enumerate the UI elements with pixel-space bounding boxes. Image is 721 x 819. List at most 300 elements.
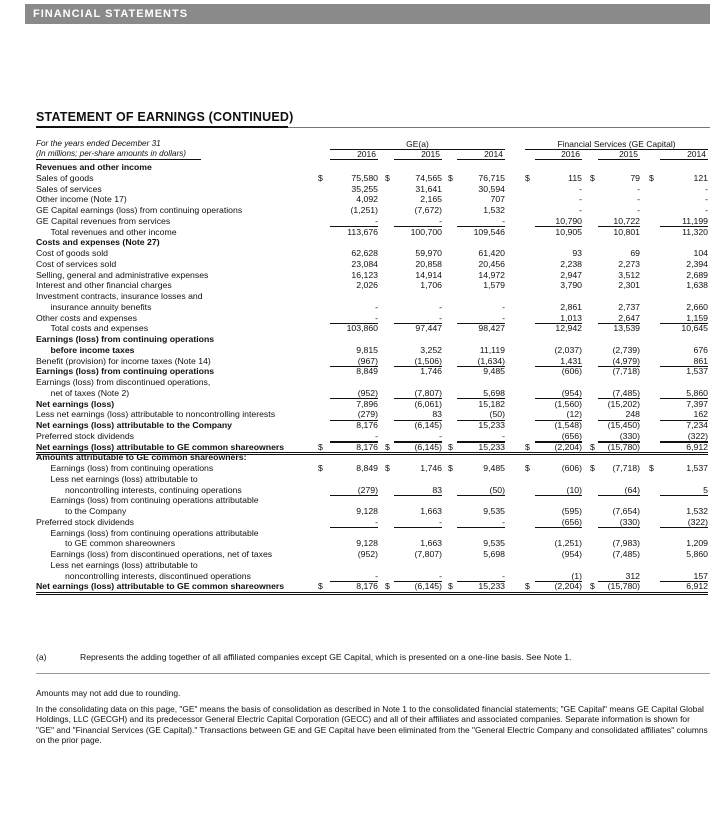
row-label: Net earnings (loss) attributable to the Company — [36, 420, 232, 430]
year-header: 2014 — [484, 149, 503, 159]
row-label: Earnings (loss) from continuing operations attributable — [36, 495, 259, 506]
table-row — [36, 485, 708, 496]
row-label: to GE common shareowners — [36, 538, 176, 549]
row-value: 3,790 — [560, 280, 582, 291]
row-value: 113,676 — [347, 226, 378, 237]
row-value: (15,450) — [607, 420, 640, 430]
row-value: 2,737 — [618, 301, 640, 312]
row-value: - — [579, 205, 582, 215]
total-rule — [535, 581, 582, 582]
row-label: Total costs and expenses — [36, 323, 149, 334]
table-row — [36, 173, 708, 184]
row-value: - — [439, 215, 442, 226]
row-value: 1,663 — [420, 506, 442, 516]
row-value: (6,145) — [414, 420, 442, 430]
row-value: (50) — [489, 409, 505, 420]
table-row — [36, 377, 708, 388]
row-label: Selling, general and administrative expenses — [36, 269, 209, 280]
row-value: 2,273 — [618, 258, 640, 269]
dollar-sign: $ — [318, 172, 323, 183]
dollar-sign: $ — [448, 581, 453, 592]
dollar-sign: $ — [385, 581, 390, 592]
row-value: - — [502, 312, 505, 323]
total-rule — [660, 442, 708, 443]
row-value: 7,896 — [356, 398, 378, 409]
table-row — [36, 227, 708, 238]
year-header: 2016 — [561, 149, 580, 159]
row-value: 6,912 — [686, 441, 708, 452]
row-value: 10,722 — [613, 215, 640, 226]
row-value: 10,801 — [613, 226, 640, 237]
row-value: (2,204) — [554, 441, 582, 452]
footer-notes — [36, 688, 708, 751]
row-value: 676 — [693, 344, 708, 355]
table-row — [36, 528, 708, 539]
row-value: (7,807) — [414, 387, 442, 398]
row-value: (64) — [624, 484, 640, 495]
total-rule — [457, 442, 505, 443]
table-row — [36, 302, 708, 313]
table-row — [36, 237, 708, 248]
dollar-sign: $ — [318, 441, 323, 452]
consolidation-note: In the consolidating data on this page, "GE" means the basis of consolidation as described in Note 1 to the consolidated financial statements; "GE Capital" means GE Capital Global Holdings, LLC (GECGH) and its predecessor General Electric Capital Corporation (GECC) and all of their affiliates and associated companies. Separate information is shown for "GE" and "Financial Services (GE Capital)." Transactions between GE and GE Capital have been eliminated from the "General Electric Company and consolidated affiliates" columns on the prior page. — [36, 703, 708, 745]
row-value: (1,506) — [414, 355, 442, 366]
title-rule — [36, 126, 288, 128]
row-value: (2,037) — [554, 344, 582, 355]
table-row — [36, 420, 708, 431]
row-value: 707 — [490, 194, 505, 205]
dollar-sign: $ — [385, 463, 390, 473]
row-value: (330) — [619, 430, 640, 441]
row-value: (606) — [561, 463, 582, 473]
row-value: (656) — [561, 430, 582, 441]
row-value: 83 — [432, 484, 442, 495]
row-value: - — [375, 312, 378, 323]
row-value: 79 — [630, 172, 640, 183]
row-value: - — [637, 205, 640, 215]
total-rule — [598, 442, 640, 443]
period-line: For the years ended December 31 — [36, 139, 161, 148]
dollar-sign: $ — [385, 172, 390, 183]
row-value: - — [375, 301, 378, 312]
year-rule — [330, 159, 378, 160]
row-value: 1,159 — [686, 312, 708, 323]
row-label: Other costs and expenses — [36, 312, 137, 323]
row-label: Costs and expenses (Note 27) — [36, 237, 160, 248]
row-label: Net earnings (loss) attributable to GE common shareowners — [36, 441, 285, 452]
row-double-rule — [36, 592, 708, 595]
row-value: 83 — [432, 409, 442, 420]
row-value: 15,233 — [478, 441, 505, 452]
row-value: (7,983) — [612, 538, 640, 549]
row-value: - — [502, 301, 505, 312]
row-value: 11,199 — [682, 215, 708, 226]
row-value: 6,912 — [686, 581, 708, 592]
row-label: noncontrolling interests, continuing operations — [36, 484, 242, 495]
row-value: 11,119 — [479, 344, 505, 355]
dollar-sign: $ — [649, 463, 654, 473]
row-value: (7,718) — [612, 366, 640, 377]
row-value: (967) — [357, 355, 378, 366]
row-value: - — [439, 312, 442, 323]
dollar-sign: $ — [525, 172, 530, 183]
dollar-sign: $ — [385, 441, 390, 452]
total-rule — [330, 581, 378, 582]
row-value: 14,914 — [415, 269, 442, 280]
section-banner: FINANCIAL STATEMENTS — [25, 4, 710, 24]
row-value: 1,706 — [420, 280, 442, 291]
year-rule — [535, 159, 582, 160]
row-value: 1,431 — [560, 355, 582, 366]
row-value: (1,634) — [477, 355, 505, 366]
row-label: Earnings (loss) from continuing operations attributable — [36, 527, 259, 538]
row-value: 20,456 — [478, 258, 505, 269]
row-value: 103,860 — [346, 323, 378, 334]
row-value: 5,860 — [686, 549, 708, 559]
year-header: 2015 — [421, 149, 440, 159]
row-value: 8,176 — [356, 441, 378, 452]
row-value: (7,807) — [414, 549, 442, 559]
row-value: 15,182 — [478, 398, 505, 409]
row-value: 9,815 — [356, 344, 378, 355]
row-value: (322) — [687, 516, 708, 527]
total-rule — [457, 581, 505, 582]
row-value: 61,420 — [478, 248, 505, 258]
table-row — [36, 184, 708, 195]
row-value: 5,698 — [483, 549, 505, 559]
row-value: 157 — [693, 570, 708, 581]
row-value: 9,485 — [483, 463, 505, 473]
row-value: (606) — [561, 366, 582, 377]
total-rule — [598, 581, 640, 582]
table-row — [36, 280, 708, 291]
row-value: 1,746 — [420, 463, 442, 473]
row-value: (50) — [489, 484, 505, 495]
row-label: Total revenues and other income — [36, 226, 177, 237]
row-value: (1) — [571, 570, 582, 581]
row-label: GE Capital earnings (loss) from continuing operations — [36, 205, 243, 215]
row-value: - — [502, 215, 505, 226]
row-value: 12,942 — [555, 323, 582, 334]
table-row — [36, 345, 708, 356]
row-value: 8,176 — [356, 420, 378, 430]
row-value: - — [375, 570, 378, 581]
dollar-sign: $ — [525, 581, 530, 592]
row-value: - — [502, 516, 505, 527]
row-label: GE Capital revenues from services — [36, 215, 171, 226]
row-value: 16,123 — [351, 269, 378, 280]
year-header: 2015 — [619, 149, 638, 159]
row-label: Earnings (loss) from continuing operations — [36, 463, 214, 473]
row-value: 1,532 — [483, 205, 505, 215]
row-value: (7,718) — [612, 463, 640, 473]
footer-rule — [36, 673, 710, 674]
table-row — [36, 313, 708, 324]
row-value: (330) — [619, 516, 640, 527]
row-value: 115 — [568, 172, 582, 183]
table-row — [36, 270, 708, 281]
row-value: - — [502, 430, 505, 441]
row-value: 8,176 — [356, 581, 378, 592]
row-value: 10,645 — [681, 323, 708, 334]
row-value: - — [502, 570, 505, 581]
row-label: Interest and other financial charges — [36, 280, 172, 291]
table-row — [36, 506, 708, 517]
row-value: 1,663 — [420, 538, 442, 549]
year-header: 2014 — [687, 149, 706, 159]
dollar-sign: $ — [318, 581, 323, 592]
row-value: 23,084 — [351, 258, 378, 269]
row-value: (1,560) — [554, 398, 582, 409]
row-value: 30,594 — [478, 183, 505, 194]
table-row — [36, 356, 708, 367]
row-value: 1,209 — [686, 538, 708, 549]
row-value: - — [375, 516, 378, 527]
table-row — [36, 442, 708, 453]
year-rule — [394, 159, 442, 160]
dollar-sign: $ — [590, 581, 595, 592]
row-value: 248 — [625, 409, 640, 420]
row-value: 9,128 — [356, 538, 378, 549]
row-label: Earnings (loss) from discontinued operations, — [36, 377, 211, 387]
row-value: 109,546 — [473, 226, 505, 237]
dollar-sign: $ — [590, 172, 595, 183]
row-value: 31,641 — [415, 183, 442, 194]
table-row — [36, 549, 708, 560]
total-rule — [660, 581, 708, 582]
row-value: (279) — [357, 409, 378, 420]
dollar-sign: $ — [590, 463, 595, 473]
row-value: 14,972 — [478, 269, 505, 280]
row-value: (1,251) — [554, 538, 582, 549]
table-row — [36, 162, 708, 173]
row-value: 9,485 — [483, 366, 505, 377]
row-value: - — [637, 194, 640, 205]
row-label: insurance annuity benefits — [36, 301, 152, 312]
row-value: 2,165 — [420, 194, 442, 205]
group-header-gecapital: Financial Services (GE Capital) — [557, 139, 676, 149]
row-value: 3,252 — [420, 344, 442, 355]
table-row — [36, 463, 708, 474]
row-value: (15,202) — [607, 398, 640, 409]
row-label: Investment contracts, insurance losses and — [36, 291, 203, 301]
year-rule — [598, 159, 640, 160]
row-label: Preferred stock dividends — [36, 516, 135, 527]
row-value: 62,628 — [351, 248, 378, 258]
row-value: 10,790 — [555, 215, 582, 226]
table-row — [36, 495, 708, 506]
row-value: (4,979) — [612, 355, 640, 366]
row-value: 8,849 — [356, 366, 378, 377]
row-label: Sales of services — [36, 183, 102, 194]
table-row — [36, 366, 708, 377]
row-value: 2,394 — [686, 258, 708, 269]
dollar-sign: $ — [525, 463, 530, 473]
row-label: Earnings (loss) from continuing operations — [36, 366, 215, 377]
dollar-sign: $ — [318, 463, 323, 473]
row-label: Sales of goods — [36, 172, 94, 183]
row-value: 1,537 — [686, 463, 708, 473]
table-row — [36, 571, 708, 582]
group-header-ge: GE(a) — [406, 139, 429, 149]
row-label: Less net earnings (loss) attributable to noncontrolling interests — [36, 409, 276, 420]
row-value: - — [439, 516, 442, 527]
row-value: 1,532 — [686, 506, 708, 516]
table-row — [36, 431, 708, 442]
footnote-text: Represents the adding together of all affiliated companies except GE Capital, which is presented on a one-line basis. See Note 1. — [80, 652, 572, 662]
table-row — [36, 581, 708, 592]
table-row — [36, 334, 708, 345]
row-value: 1,579 — [483, 280, 505, 291]
dollar-sign: $ — [590, 441, 595, 452]
row-value: 98,427 — [478, 323, 505, 334]
table-row — [36, 560, 708, 571]
dollar-sign: $ — [525, 441, 530, 452]
row-value: (7,485) — [612, 387, 640, 398]
row-value: 2,301 — [618, 280, 640, 291]
row-value: - — [439, 301, 442, 312]
total-rule — [535, 442, 582, 443]
row-value: (952) — [357, 387, 378, 398]
footnote-key: (a) — [36, 652, 47, 662]
row-value: (15,780) — [607, 441, 640, 452]
row-label: Net earnings (loss) — [36, 398, 115, 409]
period-header — [36, 139, 186, 159]
row-value: - — [439, 570, 442, 581]
row-value: 11,320 — [682, 226, 708, 237]
row-label: Amounts attributable to GE common shareowners: — [36, 452, 247, 463]
row-value: (656) — [561, 516, 582, 527]
table-row — [36, 517, 708, 528]
row-value: (2,204) — [554, 581, 582, 592]
row-value: (15,780) — [607, 581, 640, 592]
row-value: (954) — [561, 387, 582, 398]
row-label: net of taxes (Note 2) — [36, 387, 130, 398]
row-value: - — [439, 430, 442, 441]
row-value: - — [375, 215, 378, 226]
table-row — [36, 323, 708, 334]
year-header: 2016 — [357, 149, 376, 159]
row-value: (595) — [561, 506, 582, 516]
row-value: 7,234 — [686, 420, 708, 430]
row-label: Benefit (provision) for income taxes (Note 14) — [36, 355, 211, 366]
dollar-sign: $ — [448, 172, 453, 183]
row-value: 9,535 — [483, 506, 505, 516]
title-rule-thin — [288, 127, 710, 128]
row-value: (6,145) — [414, 581, 442, 592]
row-value: 5 — [703, 484, 708, 495]
table-row — [36, 194, 708, 205]
row-value: 861 — [693, 355, 708, 366]
row-value: 1,638 — [686, 280, 708, 291]
row-value: 121 — [693, 172, 708, 183]
row-value: 9,128 — [356, 506, 378, 516]
row-label: noncontrolling interests, discontinued operations — [36, 570, 251, 581]
row-value: 13,539 — [613, 323, 640, 334]
row-value: (1,548) — [554, 420, 582, 430]
row-value: 162 — [693, 409, 708, 420]
table-row — [36, 388, 708, 399]
row-value: 2,238 — [560, 258, 582, 269]
row-value: (7,485) — [612, 549, 640, 559]
row-value: 2,026 — [356, 280, 378, 291]
row-value: 8,849 — [356, 463, 378, 473]
table-row — [36, 259, 708, 270]
total-rule — [394, 442, 442, 443]
row-label: Less net earnings (loss) attributable to — [36, 559, 198, 570]
header-rule — [36, 159, 201, 160]
statement-title: STATEMENT OF EARNINGS (CONTINUED) — [36, 110, 294, 124]
row-value: 20,858 — [415, 258, 442, 269]
row-value: 9,535 — [483, 538, 505, 549]
row-label: Other income (Note 17) — [36, 194, 127, 205]
row-value: - — [705, 194, 708, 205]
table-row — [36, 399, 708, 410]
dollar-sign: $ — [448, 463, 453, 473]
row-value: 1,013 — [560, 312, 582, 323]
row-value: 4,092 — [356, 194, 378, 205]
row-value: 97,447 — [415, 323, 442, 334]
table-row — [36, 248, 708, 259]
table-row — [36, 291, 708, 302]
row-label: before income taxes — [36, 344, 135, 355]
row-value: 104 — [693, 248, 708, 258]
row-value: 2,647 — [618, 312, 640, 323]
row-label: Cost of services sold — [36, 258, 117, 269]
row-value: 2,660 — [686, 301, 708, 312]
row-value: 74,565 — [415, 172, 442, 183]
row-value: 3,512 — [618, 269, 640, 280]
row-value: - — [579, 194, 582, 205]
row-value: (954) — [561, 549, 582, 559]
row-value: 75,580 — [351, 172, 378, 183]
row-value: (1,251) — [350, 205, 378, 215]
dollar-sign: $ — [448, 441, 453, 452]
row-value: - — [637, 183, 640, 194]
rounding-note: Amounts may not add due to rounding. — [36, 688, 181, 698]
row-value: 1,746 — [420, 366, 442, 377]
row-value: - — [705, 183, 708, 194]
row-value: (2,739) — [612, 344, 640, 355]
row-label: Cost of goods sold — [36, 248, 108, 258]
row-value: (322) — [687, 430, 708, 441]
row-value: 76,715 — [478, 172, 505, 183]
row-label: Net earnings (loss) attributable to GE common shareowners — [36, 581, 285, 592]
row-label: Earnings (loss) from continuing operations — [36, 334, 215, 344]
table-row — [36, 216, 708, 227]
table-row — [36, 205, 708, 216]
row-value: 15,233 — [478, 581, 505, 592]
row-value: 69 — [630, 248, 640, 258]
row-value: (952) — [357, 549, 378, 559]
row-value: 2,689 — [686, 269, 708, 280]
table-row — [36, 538, 708, 549]
row-value: (6,061) — [414, 398, 442, 409]
row-label: Preferred stock dividends — [36, 430, 135, 441]
row-value: (12) — [566, 409, 582, 420]
row-label: Revenues and other income — [36, 162, 152, 172]
row-value: - — [705, 205, 708, 215]
row-value: (7,672) — [414, 205, 442, 215]
row-value: 35,255 — [351, 183, 378, 194]
row-value: 312 — [625, 570, 640, 581]
row-value: 5,698 — [483, 387, 505, 398]
row-value: - — [375, 430, 378, 441]
row-value: 7,397 — [686, 398, 708, 409]
row-value: 10,905 — [555, 226, 582, 237]
table-row — [36, 474, 708, 485]
total-rule — [330, 442, 378, 443]
